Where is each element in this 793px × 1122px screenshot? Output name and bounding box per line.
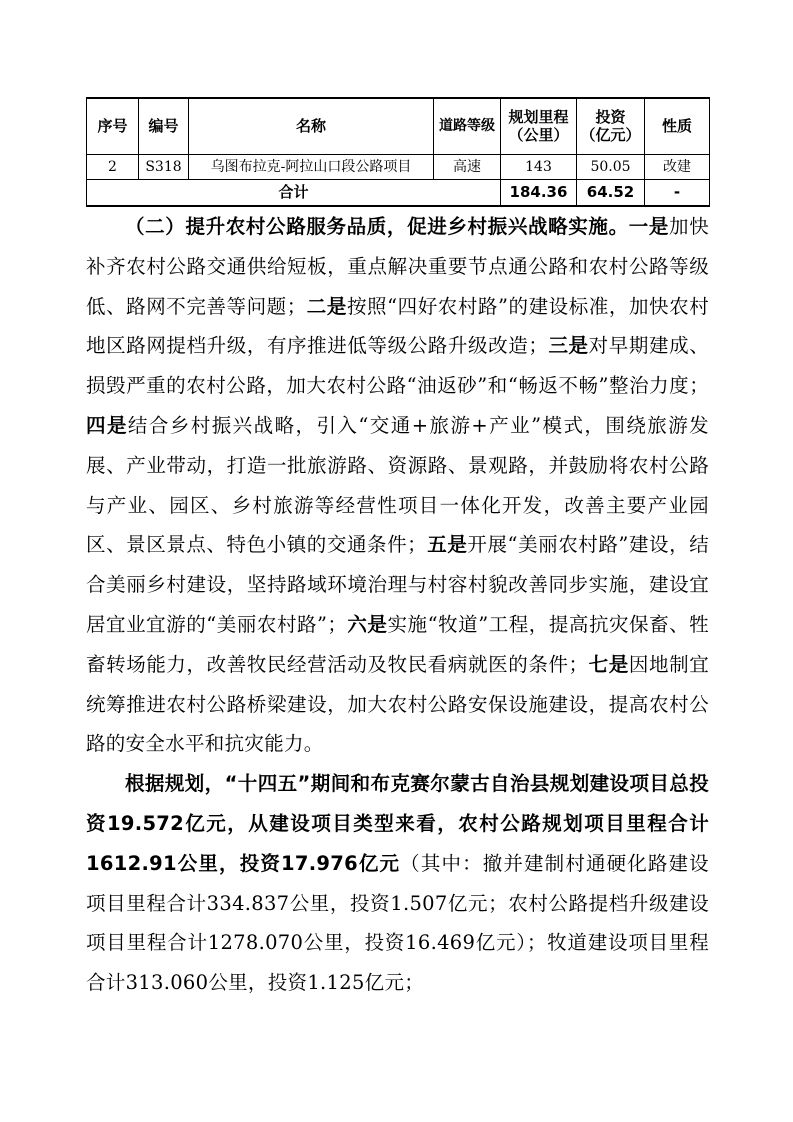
para1-text-7: 因地制宜统筹推进农村公路桥梁建设，加大农村公路安保设施建设，提高农村公路的安全水平和抗灾能力。 xyxy=(86,652,709,756)
para1-key-1: 一是 xyxy=(628,215,670,238)
para1-key-3: 三是 xyxy=(548,334,589,358)
total-label: 合计 xyxy=(87,180,501,207)
header-invest xyxy=(577,98,645,155)
header-name: 名称 xyxy=(189,98,434,155)
total-nature: - xyxy=(645,180,710,207)
para1-key-6: 六是 xyxy=(347,612,388,636)
para1-key-5: 五是 xyxy=(426,533,468,557)
para1-text-1: 加快补齐农村公路交通供给短板，重点解决重要节点通公路和农村公路等级低、路网不完善等问题； xyxy=(86,215,709,318)
para1-heading: （二）提升农村公路服务品质，促进乡村振兴战略实施。 xyxy=(125,215,629,238)
header-mileage-line2: （公里） xyxy=(508,125,569,144)
cell-name: 乌图布拉克-阿拉山口段公路项目 xyxy=(189,155,434,180)
header-mileage xyxy=(501,98,577,155)
table-row xyxy=(87,155,710,180)
para1-text-6: 实施“牧道”工程，提高抗灾保畜、牲畜转场能力，改善牧民经营活动及牧民看病就医的条件； xyxy=(86,612,709,676)
header-seq: 序号 xyxy=(87,98,139,155)
header-grade: 道路等级 xyxy=(434,98,501,155)
total-mileage: 184.36 xyxy=(501,180,577,207)
para1-text-5: 开展“美丽农村路”建设，结合美丽乡村建设，坚持路域环境治理与村容村貌改善同步实施，建设宜居宜业宜游的“美丽农村路”； xyxy=(86,533,709,636)
header-nature: 性质 xyxy=(645,98,710,155)
para1-text-2: 按照“四好农村路”的建设标准，加快农村地区路网提档升级，有序推进低等级公路升级改造； xyxy=(86,294,709,358)
para1-key-4: 四是 xyxy=(86,413,128,437)
header-mileage-line1: 规划里程 xyxy=(508,108,569,127)
para1-text-3: 对早期建成、损毁严重的农村公路，加大农村公路“油返砂”和“畅返不畅”整治力度； xyxy=(86,334,710,398)
para1-text-4: 结合乡村振兴战略，引入“交通+旅游+产业”模式，围绕旅游发展、产业带动，打造一批旅游路、资源路、景观路，并鼓励将农村公路与产业、园区、乡村旅游等经营性项目一体化开发，改善主要产业园区、景区景点、特色小镇的交通条件； xyxy=(86,413,709,557)
para2-normal: （其中：撤并建制村通硬化路建设项目里程合计334.837公里，投资1.507亿元；农村公路提档升级建设项目里程合计1278.070公里，投资16.469亿元）；牧道建设项目里程合计313.060公里，投资1.125亿元； xyxy=(86,851,709,995)
header-invest-line1: 投资 xyxy=(595,108,626,127)
cell-mileage: 143 xyxy=(501,155,577,180)
body-text xyxy=(86,207,709,1003)
table-total-row xyxy=(87,180,710,207)
cell-grade: 高速 xyxy=(434,155,501,180)
cell-code: S318 xyxy=(139,155,189,180)
paragraph-plan-summary xyxy=(86,764,709,1003)
para2-bold: 根据规划，“十四五”期间和布克赛尔蒙古自治县规划建设项目总投资19.572亿元，从建设项目类型来看，农村公路规划项目里程合计1612.91公里，投资17.976亿元 xyxy=(86,772,709,875)
header-invest-line2: （亿元） xyxy=(580,125,641,144)
cell-seq: 2 xyxy=(87,155,139,180)
para1-key-2: 二是 xyxy=(306,294,347,318)
project-table xyxy=(86,97,710,207)
header-code: 编号 xyxy=(139,98,189,155)
table-header-row xyxy=(87,98,710,155)
cell-invest: 50.05 xyxy=(577,155,645,180)
total-invest: 64.52 xyxy=(577,180,645,207)
para1-key-7: 七是 xyxy=(588,652,629,676)
paragraph-rural-roads xyxy=(86,207,709,764)
cell-nature: 改建 xyxy=(645,155,710,180)
